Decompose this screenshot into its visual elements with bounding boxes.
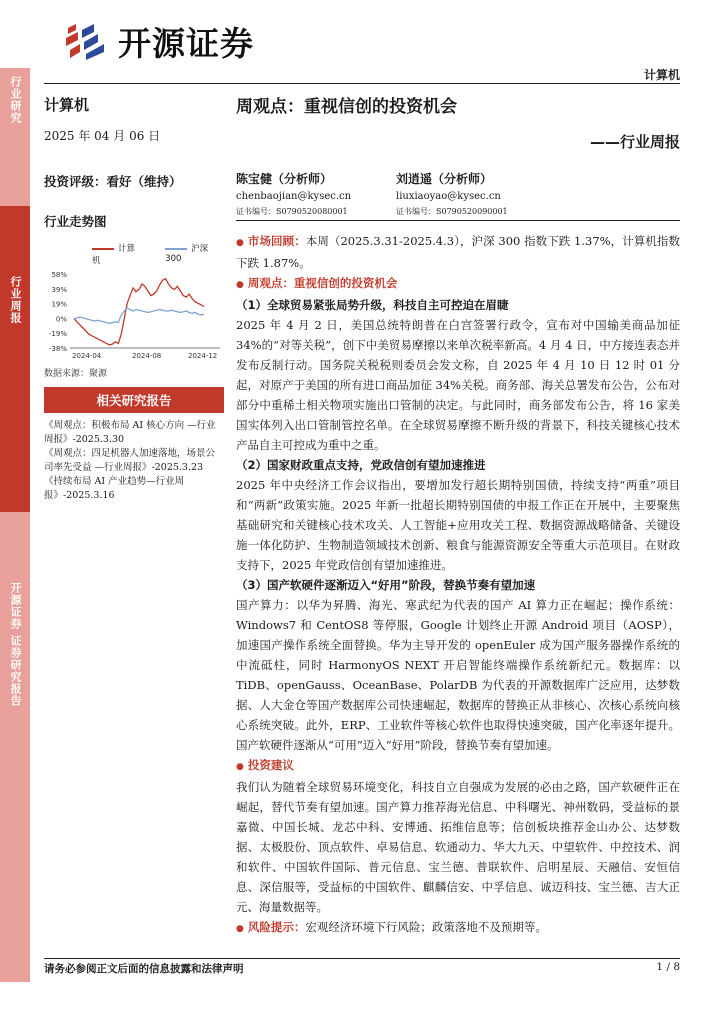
report-title: 周观点：重视信创的投资机会 bbox=[236, 97, 457, 117]
analyst-name: 陈宝健（分析师） bbox=[236, 172, 333, 186]
y-tick-label: 19% bbox=[51, 300, 67, 309]
related-reports-list bbox=[44, 419, 224, 503]
sector-name: 计算机 bbox=[44, 96, 90, 114]
left-column bbox=[44, 90, 224, 503]
footer-rule bbox=[44, 958, 680, 959]
sidebar-label-brand: 开源证券 证券研究报告 bbox=[9, 582, 22, 707]
related-report-item[interactable]: 《周观点：四足机器人加速落地，场景公司率先受益 —行业周报》-2025.3.23 bbox=[44, 448, 216, 473]
bullet-icon: ● bbox=[236, 238, 244, 248]
bullet-icon: ● bbox=[236, 280, 244, 290]
investment-rating: 投资评级：看好（维持） bbox=[44, 174, 182, 189]
advice-label: 投资建议 bbox=[247, 758, 294, 772]
bullet-icon: ● bbox=[236, 924, 244, 934]
section-1-title: （1）全球贸易紧张局势升级，科技自主可控迫在眉睫 bbox=[236, 298, 509, 312]
legend-label-hs300: 沪深300 bbox=[165, 244, 209, 264]
market-review bbox=[236, 231, 680, 273]
page-number: 1 / 8 bbox=[656, 961, 680, 973]
bullet-icon: ● bbox=[236, 762, 244, 772]
y-tick-label: 0% bbox=[55, 315, 67, 324]
chart-source: 数据来源：聚源 bbox=[44, 369, 108, 379]
section-2-title: （2）国家财政重点支持，党政信创有望加速推进 bbox=[236, 458, 486, 472]
x-tick-label: 2024-04 bbox=[72, 352, 102, 360]
section-1-text: 2025 年 4 月 2 日，美国总统特朗普在白宫签署行政令，宣布对中国输美商品加征 34%的“对等关税”，创下中美贸易摩擦以来单次税率新高。4 月 4 日，中方接连表态并发布反制行动。国务院关税税则委员会发文称，自 2025 年 4 月 10 日 12 时 01 分起，对原产于美国的所有进口商品加征 34%关税。商务部、海关总署发布公告，公布对部分中重稀土相关物项实施出口管制的决定。与此同时，商务部发布公告，将 16 家美国实体列入出口管制管控名单。在全球贸易摩擦不断升级的背景下，科技关键核心技术产品自主可控成为重中之重。 bbox=[236, 318, 680, 452]
section-3-title: （3）国产软硬件逐渐迈入“好用”阶段，替换节奏有望加速 bbox=[236, 578, 536, 592]
weekly-view-label: 周观点：重视信创的投资机会 bbox=[247, 276, 398, 290]
y-tick-label: 58% bbox=[51, 271, 67, 279]
report-subtitle: ——行业周报 bbox=[589, 133, 680, 151]
sidebar-segment-weekly bbox=[0, 206, 30, 512]
x-tick-label: 2024-12 bbox=[188, 352, 218, 360]
legend-item-hs300 bbox=[165, 242, 224, 266]
section-2-text: 2025 年中央经济工作会议指出，要增加发行超长期特别国债，持续支持“两重”项目和“两新”政策实施。2025 年新一批超长期特别国债的申报工作正在开展中，主要聚焦基础研究和关键核心技术攻关、人工智能+应用攻关工程、数据资源战略储备、关键设施一体化防护、生物制造领域技术创新、粮食与能源资源安全等重大示范项目。在财政支持下，2025 年党政信创有望加速推进。 bbox=[236, 478, 680, 572]
risk-text: 宏观经济环境下行风险；政策落地不及预期等。 bbox=[305, 920, 547, 934]
advice-text: 我们认为随着全球贸易环境变化，科技自立自强成为发展的必由之路，国产软硬件正在崛起，替代节奏有望加速。国产算力推荐海光信息、中科曙光、神州数码，受益标的景嘉微、中国长城、龙芯中科、安博通、拓维信息等；信创板块推荐金山办公、达梦数据、太极股份、顶点软件、卓易信息、软通动力、华大九天、中望软件、中控技术、润和软件、中国软件国际、普元信息、宝兰德、普联软件、启明星辰、天融信、安恒信息、深信服等，受益标的中国软件、麒麟信安、中孚信息、诚迈科技、宝兰德、吉大正元、海量数据等。 bbox=[236, 780, 680, 914]
analyst-cert: 证书编号：S0790520090001 bbox=[396, 207, 508, 216]
sidebar bbox=[0, 68, 30, 982]
legend-label-computer: 计算机 bbox=[92, 244, 136, 266]
sidebar-label-weekly: 行业周报 bbox=[9, 276, 22, 324]
analyst-card bbox=[236, 170, 396, 217]
footer-disclaimer[interactable]: 请务必参阅正文后面的信息披露和法律声明 bbox=[44, 963, 244, 975]
series-line-hs300 bbox=[74, 308, 204, 323]
logo-mark-icon bbox=[64, 22, 110, 62]
report-date: 2025 年 04 月 06 日 bbox=[44, 129, 161, 143]
sidebar-segment-brand bbox=[0, 512, 30, 982]
y-tick-label: -19% bbox=[48, 330, 67, 339]
company-logo bbox=[64, 18, 254, 65]
analyst-email[interactable]: chenbaojian@kysec.cn bbox=[236, 191, 352, 202]
market-review-label: 市场回顾： bbox=[247, 234, 306, 248]
risk-label: 风险提示： bbox=[247, 920, 306, 934]
analyst-cert: 证书编号：S0790520080001 bbox=[236, 207, 348, 216]
market-review-text: 本周（2025.3.31-2025.4.3），沪深 300 指数下跌 1.37%，计算机指数下跌 1.87%。 bbox=[236, 234, 680, 270]
sidebar-segment-research bbox=[0, 68, 30, 206]
risk-note bbox=[236, 917, 680, 939]
main-column bbox=[236, 90, 680, 939]
trend-chart-title: 行业走势图 bbox=[44, 214, 107, 229]
related-report-item[interactable]: 《持续布局 AI 产业趋势—行业周报》-2025.3.16 bbox=[44, 476, 185, 501]
sidebar-label-research: 行业研究 bbox=[9, 76, 22, 124]
related-report-item[interactable]: 《周观点：积极布局 AI 核心方向 —行业周报》-2025.3.30 bbox=[44, 420, 216, 445]
related-reports-header: 相关研究报告 bbox=[44, 387, 224, 413]
trend-chart bbox=[44, 268, 224, 364]
x-tick-label: 2024-08 bbox=[132, 352, 162, 360]
weekly-view-heading bbox=[236, 273, 680, 295]
logo-name: 开源证券 bbox=[118, 24, 254, 63]
legend-item-computer bbox=[92, 242, 143, 266]
sector-tag: 计算机 bbox=[643, 68, 680, 82]
y-tick-label: 39% bbox=[51, 285, 67, 294]
y-tick-label: -38% bbox=[48, 345, 67, 353]
analyst-name: 刘逍遥（分析师） bbox=[396, 172, 493, 186]
advice-heading bbox=[236, 755, 680, 777]
chart-legend bbox=[92, 242, 224, 266]
analyst-block bbox=[236, 170, 680, 221]
section-3-text: 国产算力：以华为昇腾、海光、寒武纪为代表的国产 AI 算力正在崛起；操作系统：Windows7 和 CentOS8 等停服，Google 计划终止开源 Android 项目（AOSP），加速国产操作系统全面替换。华为主导开发的 openEuler 成为国产服务器操作系统的中流砥柱，同时 HarmonyOS NEXT 开启智能终端操作系统新纪元。数据库：以 TiDB、openGauss、OceanBase、PolarDB 为代表的开源数据库广泛应用，达梦数据、人大金仓等国产数据库公司快速崛起，数据库的替换正从非核心、次核心系统向核心系统突破。此外，ERP、工业软件等核心软件也取得快速突破，国产化率逐年提升。国产软硬件逐渐从“可用”迈入“好用”阶段，替换节奏有望加速。 bbox=[236, 598, 680, 752]
analyst-card bbox=[396, 170, 556, 217]
analyst-email[interactable]: liuxiaoyao@kysec.cn bbox=[396, 191, 501, 202]
report-body bbox=[236, 231, 680, 939]
header-rule bbox=[44, 83, 680, 84]
